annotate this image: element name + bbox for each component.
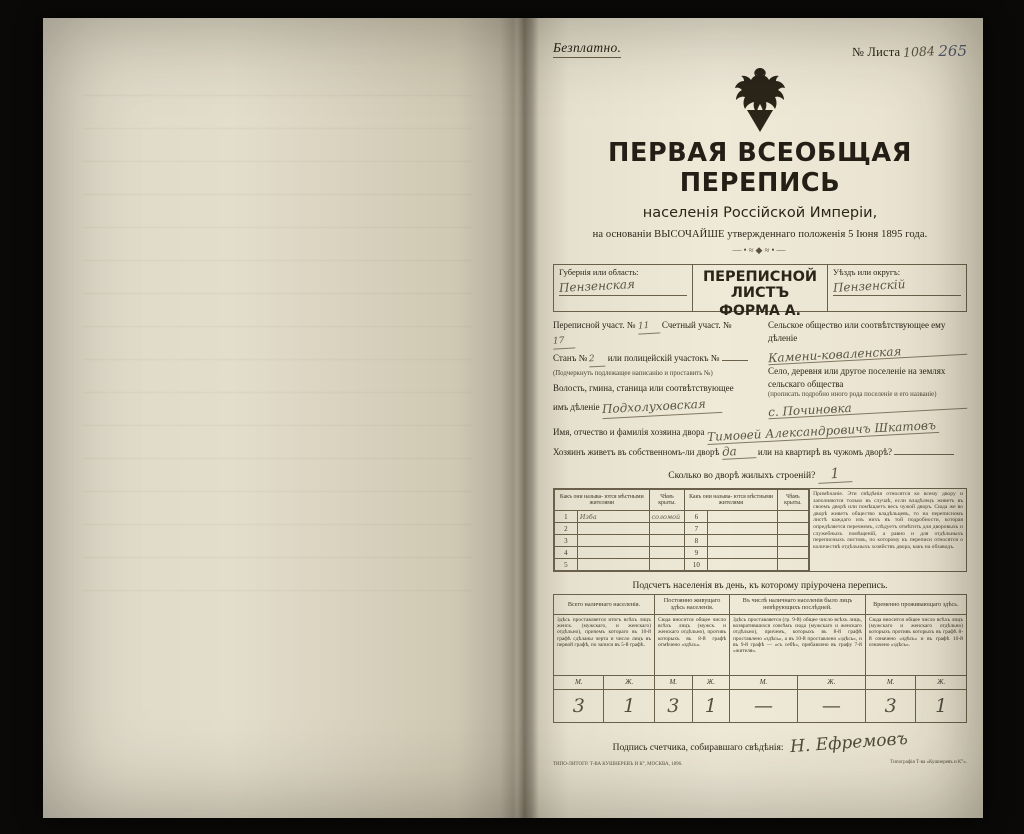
volost-value: Подхолуховская [602,395,723,420]
owner-label: Имя, отчество и фамилія хозяина двора [553,427,705,438]
row-name: Изба [577,511,649,523]
row-no: 1 [555,511,578,523]
sex-header: М. [554,675,604,689]
row-roof2 [777,535,809,547]
owner-row [553,418,967,445]
row-no2: 9 [685,547,708,559]
row-roof: соломой [649,511,685,523]
count-value: 1 [692,689,730,722]
row-name2 [708,523,777,535]
ornament-divider: —•≈◆≈•— [732,245,788,255]
row-name2 [708,559,777,571]
row-roof [649,547,685,559]
settlement-label: Село, деревня или другое поселеніе на землях сельскаго общества [768,366,946,390]
counting-section-label: Счетный участ. № [661,320,732,330]
signature-row [553,728,967,758]
count-desc-1: Здѣсь проставляется итогъ всѣхъ лицъ женск. (мужскаго, и женскаго) отдѣльно), причемъ котораго въ 10-й графѣ сдѣланы черта и число лицъ въ первой графѣ, по записи въ 5-й графѣ. [554,614,655,675]
row-no: 2 [555,523,578,535]
volost-label2: имъ дѣленіе [553,401,600,412]
row-name2 [708,535,777,547]
sex-header: М. [654,675,692,689]
buildings-answer: 1 [817,465,852,484]
province-field [554,265,692,311]
population-count-table [553,594,967,723]
leaf-number-hand: 1084 [903,43,936,60]
row-roof [649,559,685,571]
table-row [555,535,809,547]
row-roof2 [777,547,809,559]
book-spread [43,18,983,818]
signature-label: Подпись счетчика, собиравшаго свѣдѣнія: [612,742,784,753]
row-no: 5 [555,559,578,571]
imperial-double-headed-eagle-icon [727,64,793,136]
buildings-question-row [553,466,967,483]
count-value: 1 [604,689,655,722]
owner-value: Тимоѳей Александровичъ Шкатовъ [707,418,939,445]
stan-value: 2 [589,353,606,368]
row-roof2 [777,511,809,523]
volost-row [553,382,752,395]
sheet-header [553,40,967,60]
row-name [577,547,649,559]
page-title: ПЕРВАЯ ВСЕОБЩАЯ ПЕРЕПИСЬ [608,138,912,198]
rents-label: или на квартирѣ въ чужомъ дворѣ? [757,447,892,458]
sex-header: Ж. [692,675,730,689]
police-label: или полицейскій участокъ № [607,353,720,364]
count-desc-3: Здѣсь проставляется (гр. 9-й) общее число всѣхъ лицъ, возвратившихся совсѣмъ сюда (мужскаго и женскаго отдѣльно), причемъ, которыхъ въ 8-й графѣ проставлено «здѣсь», а въ 10-й проставлено «здѣсь», и въ 9-й графѣ — «съ себѣ», прибавлено въ графу 7-й «жителя». [730,614,866,675]
settlement-note: (прописать подробно иного рода поселеніе и его названіе) [768,391,937,399]
count-value: 1 [916,689,967,722]
rents-value [894,454,954,455]
row-name [577,523,649,535]
book-gutter [517,18,539,818]
buildings-header-1: Какъ они называ- ются мѣстными жителями [555,490,650,511]
leaf-number-block [852,40,967,60]
row-roof [649,535,685,547]
count-header-1: Всего наличнаго населенія. [554,595,655,615]
leaf-number-label: № Листа [851,45,901,59]
uezd-label: Уѣздъ или округъ: [833,267,901,277]
page-subtitle: населенія Россійской Имперіи, [642,205,878,221]
left-blank-page [43,18,521,818]
table-row [555,559,809,571]
count-value: 3 [654,689,692,722]
police-value [722,360,748,361]
sex-header: М. [865,675,916,689]
buildings-header-3: Какъ они называ- ются мѣстными жителями [685,490,777,511]
row-no2: 6 [685,511,708,523]
row-roof2 [777,523,809,535]
sex-header: М. [730,675,798,689]
identification-fields [553,319,967,419]
form-title-line1: ПЕРЕПИСНОЙ ЛИСТЪ [702,269,818,301]
table-row [555,511,809,523]
sex-header: Ж. [604,675,655,689]
stan-label: Станъ № [553,353,588,364]
society-row [767,319,967,366]
buildings-header-2: Чѣмъ крыты. [649,490,685,511]
buildings-header-4: Чѣмъ крыты. [777,490,809,511]
row-name2 [708,511,777,523]
counting-section-value: 17 [553,334,576,349]
society-label: Сельское общество или соотвѣтствующее ему дѣленіе [768,320,946,344]
table-row [555,547,809,559]
count-caption: Подсчетъ населенія въ день, къ которому пріурочена перепись. [632,581,888,592]
owns-label: Хозяинъ живетъ въ собственномъ-ли дворѣ [553,447,720,458]
form-title-line2: ФОРМА А. [719,303,801,319]
row-name [577,535,649,547]
buildings-question: Сколько во дворѣ жилыхъ строеній? [668,471,816,482]
volost-row2 [553,398,752,416]
row-roof [649,523,685,535]
printer-footnote-left: ТИПО-ЛИТОГР. Т-ВА КУШНЕРЕВЪ И К°, МОСКВА, 1896. [553,761,683,767]
row-no2: 7 [685,523,708,535]
sex-header: Ж. [797,675,865,689]
row-no: 4 [555,547,578,559]
form-title-box [692,265,828,319]
buildings-side-note: Примѣчаніе. Эти свѣдѣнія относятся ко всему двору и заполняются только въ случаѣ, если владѣлецъ живетъ въ своемъ дворѣ или помѣщаетъ весь чужой дворъ. Сюда же во дворѣ живетъ общество владѣльцевъ, то на переписномъ листѣ каждаго изъ нихъ въ той подробности, которая опредѣляется перечнемъ, слѣдуетъ отмѣтить для дворовыхъ и служебныхъ помѣщеній, а равно и для отдѣльныхъ переписныхъ листовъ, по которому къ переписи относятся о количествѣ отдѣльныхъ хозяйствъ двора, какъ на обзаводъ. [813,491,963,550]
uezd-field [828,265,966,311]
count-value: 3 [554,689,604,722]
row-no2: 10 [685,559,708,571]
census-form-page [539,18,983,818]
owns-value: да [721,443,756,460]
ownership-row [553,444,967,459]
stan-note: (Подчеркнуть подлежащее написанію и проставить №) [553,370,713,378]
count-header-4: Временно проживающаго здѣсь. [865,595,966,615]
count-value: — [797,689,865,722]
census-section-label: Переписной участ. № [553,320,636,330]
row-roof2 [777,559,809,571]
count-value: — [730,689,798,722]
count-value: 3 [865,689,916,722]
settlement-value: с. Починовка [768,393,968,418]
show-through-text [83,73,473,713]
census-section-value: 11 [637,319,660,334]
signature-value: Н. Ефремовъ [789,728,908,758]
buildings-table-wrapper [553,488,967,572]
row-no2: 8 [685,535,708,547]
province-label: Губернія или область: [559,267,639,277]
count-header-2: Постоянно живущаго здѣсь населенія. [654,595,729,615]
stan-row [553,352,752,367]
row-no: 3 [555,535,578,547]
row-name [577,559,649,571]
count-header-3: Въ числѣ наличнаго населенія было лицъ невѣрующихъ послѣдней. [730,595,866,615]
buildings-table [554,489,810,571]
uezd-value: Пензенскій [833,280,961,296]
left-field-column [553,319,760,419]
province-value: Пензенская [559,280,687,296]
society-value: Камени-коваленская [768,340,968,365]
count-desc-2: Сюда вносится общее число всѣхъ лицъ (мужск. и женскаго отдѣльно), противъ которыхъ въ 8-й графѣ отмѣчено «здѣсь». [654,614,729,675]
row-name2 [708,547,777,559]
census-section-row [553,319,752,349]
legal-basis-line: на основаніи ВЫСОЧАЙШЕ утвержденнаго положенія 5 Іюня 1895 года. [592,229,928,240]
sex-header: Ж. [916,675,967,689]
right-field-column [760,319,967,419]
count-desc-4: Сюда вносится общее число всѣхъ лицъ (мужскаго и женскаго отдѣльно) которыхъ противъ которыхъ въ графѣ 8-й означено «здѣсь» и въ графѣ 10-й означено «здѣсь». [865,614,966,675]
volost-label: Волость, гмина, станица или соотвѣтствующее [553,382,734,393]
leaf-number-blue: 265 [938,42,967,60]
settlement-row [767,365,967,419]
table-row [555,523,809,535]
printer-footnote-right: Типографія Т-ва «Кушнеревъ и К°». [890,759,967,765]
free-of-charge-label: Безплатно. [553,40,621,58]
form-header-box [553,264,967,319]
